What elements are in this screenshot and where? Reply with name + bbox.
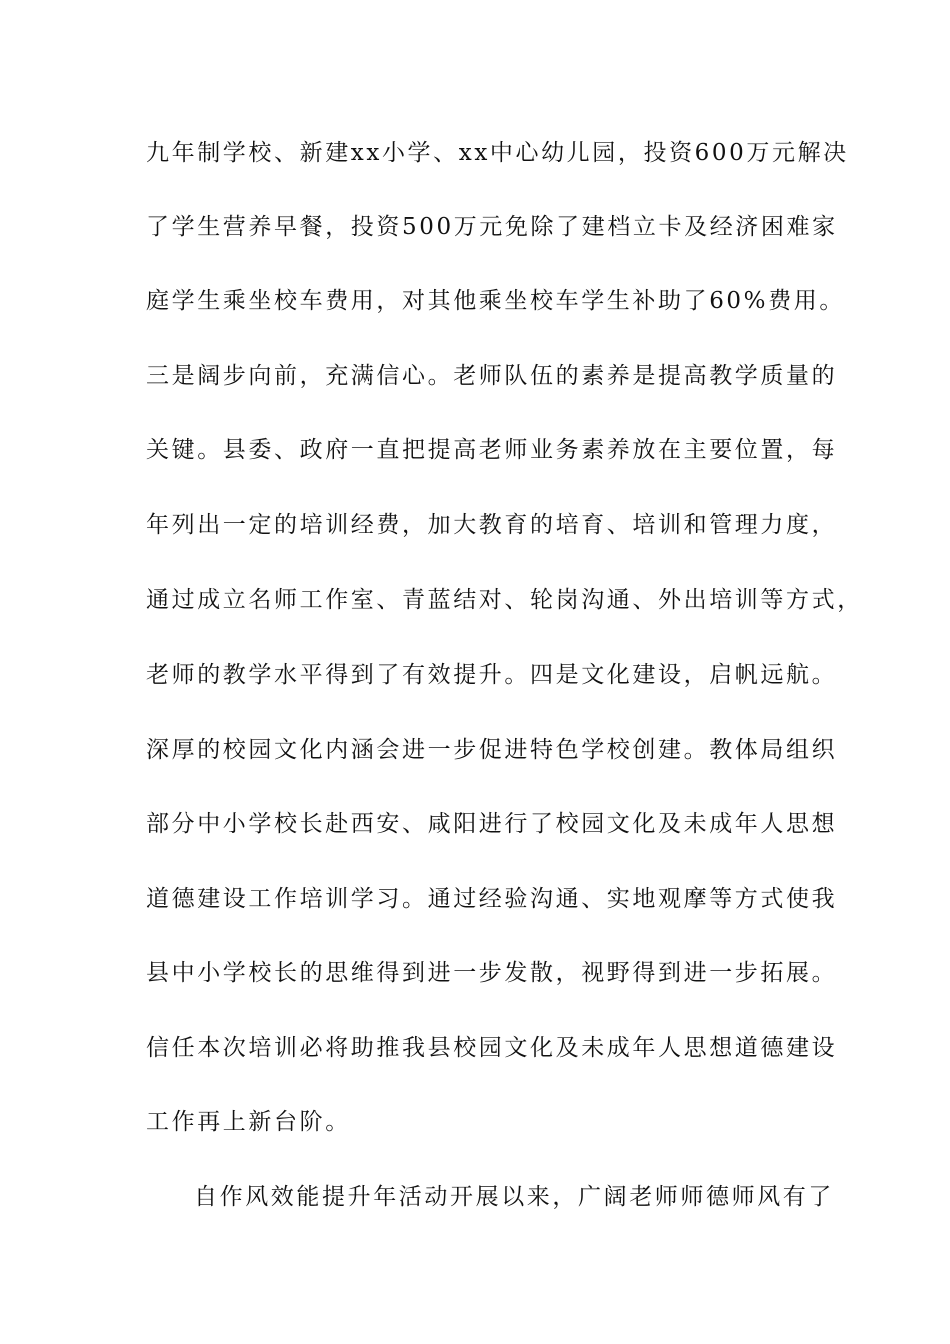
text-line-9: 深厚的校园文化内涵会进一步促进特色学校创建。教体局组织 bbox=[146, 737, 838, 763]
text-line-13: 信任本次培训必将助推我县校园文化及未成年人思想道德建设 bbox=[146, 1035, 838, 1061]
text-line-1: 九年制学校、新建xx小学、xx中心幼儿园，投资600万元解决 bbox=[146, 140, 849, 166]
text-line-5: 关键。县委、政府一直把提高老师业务素养放在主要位置，每 bbox=[146, 437, 838, 463]
text-line-4: 三是阔步向前，充满信心。老师队伍的素养是提高教学质量的 bbox=[146, 363, 838, 389]
text-line-8: 老师的教学水平得到了有效提升。四是文化建设，启帆远航。 bbox=[146, 662, 838, 688]
text-line-11: 道德建设工作培训学习。通过经验沟通、实地观摩等方式使我 bbox=[146, 886, 838, 912]
text-line-2: 了学生营养早餐，投资500万元免除了建档立卡及经济困难家 bbox=[146, 214, 838, 240]
text-line-6: 年列出一定的培训经费，加大教育的培育、培训和管理力度， bbox=[146, 512, 838, 538]
text-line-3: 庭学生乘坐校车费用，对其他乘坐校车学生补助了60%费用。 bbox=[146, 288, 845, 314]
text-line-7: 通过成立名师工作室、青蓝结对、轮岗沟通、外出培训等方式， bbox=[146, 587, 863, 613]
text-line-15: 自作风效能提升年活动开展以来，广阔老师师德师风有了 bbox=[194, 1184, 834, 1210]
text-line-14: 工作再上新台阶。 bbox=[146, 1109, 351, 1135]
text-line-12: 县中小学校长的思维得到进一步发散，视野得到进一步拓展。 bbox=[146, 960, 838, 986]
text-line-10: 部分中小学校长赴西安、咸阳进行了校园文化及未成年人思想 bbox=[146, 811, 838, 837]
